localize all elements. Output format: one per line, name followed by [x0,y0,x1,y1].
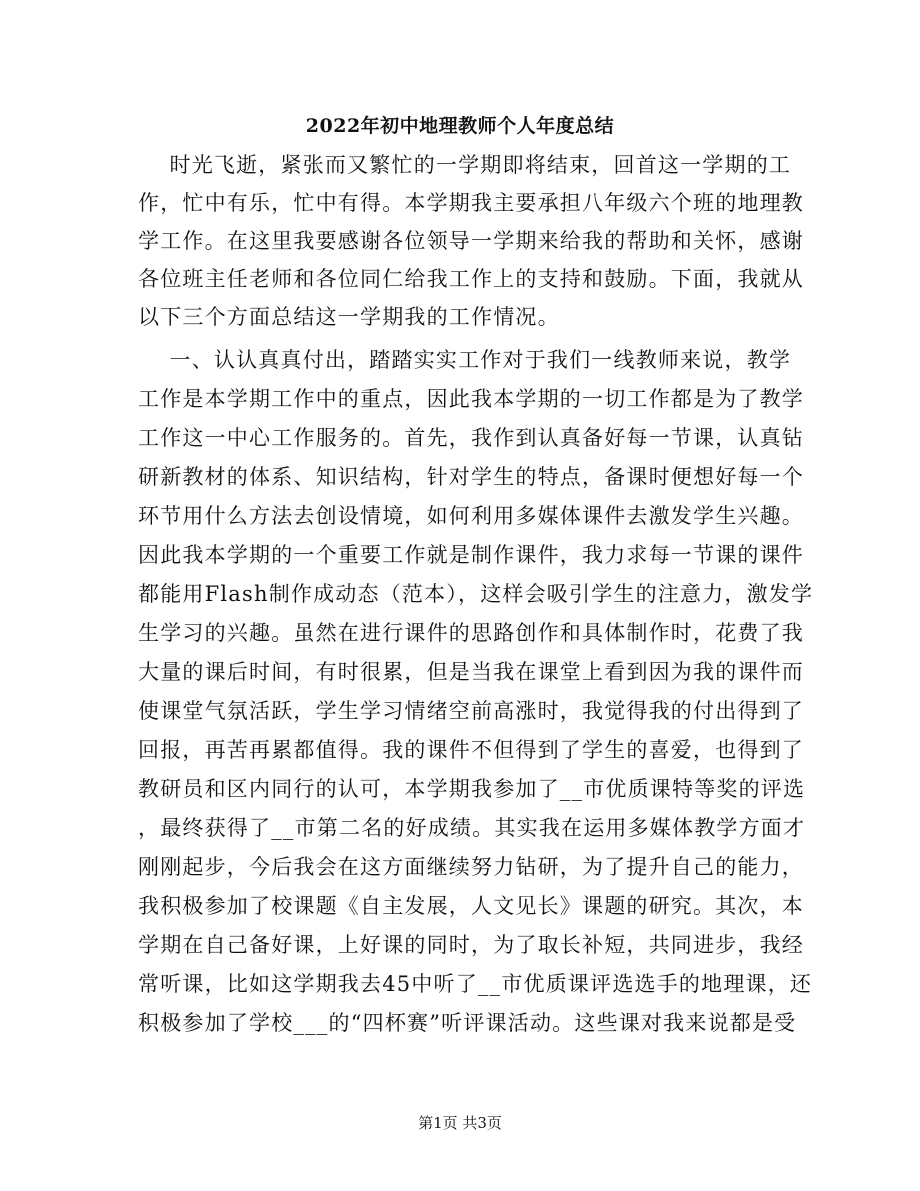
body-line: 回报，再苦再累都值得。我的课件不但得到了学生的喜爱，也得到了 [138,738,804,762]
body-line: ，最终获得了__市第二名的好成绩。其实我在运用多媒体教学方面才 [138,816,806,840]
document-title: 2022年初中地理教师个人年度总结 [305,115,615,137]
body-line: 大量的课后时间，有时很累，但是当我在课堂上看到因为我的课件而 [138,660,804,684]
body-line: 因此我本学期的一个重要工作就是制作课件，我力求每一节课的课件 [138,543,804,567]
body-line: 各位班主任老师和各位同仁给我工作上的支持和鼓励。下面，我就从 [138,267,804,291]
body-line: 我积极参加了校课题《自主发展，人文见长》课题的研究。其次，本 [138,894,804,918]
body-line: 工作是本学期工作中的重点，因此我本学期的一切工作都是为了教学 [138,387,804,411]
body-line: 积极参加了学校___的“四杯赛”听评课活动。这些课对我来说都是受 [138,1011,797,1035]
body-line: 一、认认真真付出，踏踏实实工作对于我们一线教师来说，教学 [138,348,792,372]
body-line: 研新教材的体系、知识结构，针对学生的特点，备课时便想好每一个 [138,465,804,489]
body-line: 生学习的兴趣。虽然在进行课件的思路创作和具体制作时，花费了我 [138,621,804,645]
body-line: 学期在自己备好课，上好课的同时，为了取长补短，共同进步，我经 [138,933,804,957]
body-line: 常听课，比如这学期我去45中听了__市优质课评选选手的地理课，还 [138,972,813,996]
body-line: 教研员和区内同行的认可，本学期我参加了__市优质课特等奖的评选 [138,777,806,801]
body-line: 以下三个方面总结这一学期我的工作情况。 [138,305,560,329]
body-line: 学工作。在这里我要感谢各位领导一学期来给我的帮助和关怀，感谢 [138,229,804,253]
body-line: 环节用什么方法去创设情境，如何利用多媒体课件去激发学生兴趣。 [138,504,804,528]
page-number-footer: 第1页 共3页 [418,1114,502,1132]
body-line: 工作这一中心工作服务的。首先，我作到认真备好每一节课，认真钻 [138,426,804,450]
body-line: 使课堂气氛活跃，学生学习情绪空前高涨时，我觉得我的付出得到了 [138,699,804,723]
body-line: 都能用Flash制作成动态（范本），这样会吸引学生的注意力，激发学 [138,582,814,606]
body-line: 刚刚起步，今后我会在这方面继续努力钻研，为了提升自己的能力， [138,855,804,879]
body-line: 时光飞逝，紧张而又繁忙的一学期即将结束，回首这一学期的工 [138,153,792,177]
body-line: 作，忙中有乐，忙中有得。本学期我主要承担八年级六个班的地理教 [138,191,804,215]
